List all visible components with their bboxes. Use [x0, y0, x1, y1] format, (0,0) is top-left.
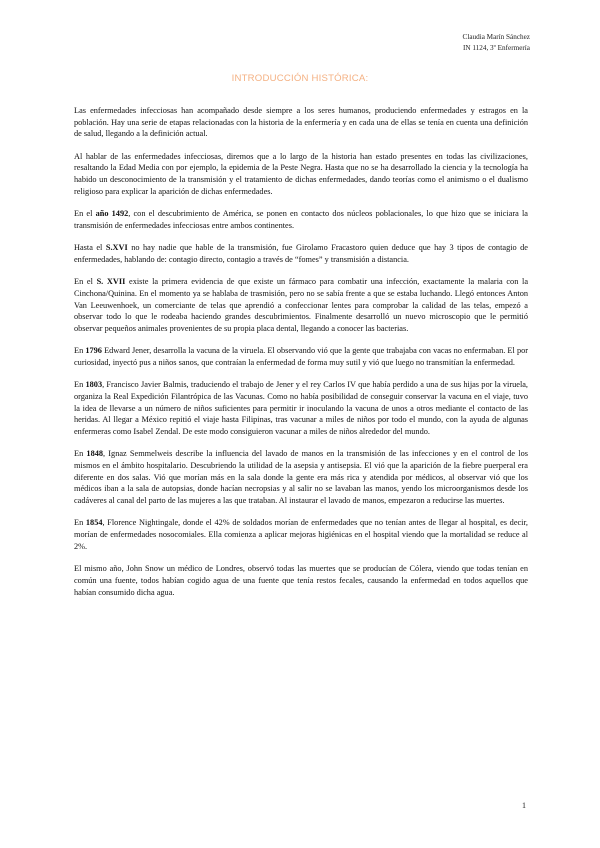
paragraph-text: En: [74, 346, 86, 356]
paragraph-8: [74, 448, 528, 507]
paragraph-text: En: [74, 518, 86, 528]
page-number: 1: [522, 801, 526, 810]
paragraph-text: En el: [74, 209, 96, 219]
paragraph-7: [74, 379, 528, 438]
author-header: [463, 32, 530, 54]
paragraph-4: [74, 242, 528, 265]
course-code: IN 1124, 3º Enfermería: [462, 44, 530, 52]
paragraph-text: En: [74, 380, 86, 390]
paragraph-text: Al hablar de las enfermedades infecciosas, diremos que a lo largo de la historia han estado presentes en todas las civilizaciones, resaltando la Edad Media con por ejemplo, la epidemia de la Peste Negra. Hasta que no se ha desarrollado la ciencia y la tecnología ha habido un desconocimiento de la transmisión y el tratamiento de dichas enfermedades, dando teorías como el animismo o el dualismo religioso para explicar la aparición de dichas enfermedades.: [74, 151, 528, 196]
paragraph-emphasis: 1803: [85, 380, 103, 390]
paragraph-6: [74, 345, 528, 368]
author-name: Claudia Marín Sánchez: [462, 33, 530, 41]
paragraph-text: En el: [74, 277, 97, 287]
paragraph-text: , Florence Nightingale, donde el 42% de soldados morían de enfermedades que no tenían antes de llegar al hospital, es decir, morían de enfermedades nosocomiales. Ella comienza a aplicar mejoras higiénicas en el hospital viendo que la mortalidad se reduce al 2%.: [74, 518, 528, 551]
paragraph-5: [74, 276, 528, 335]
paragraph-text: Las enfermedades infecciosas han acompañado desde siempre a los seres humanos, produciendo enfermedades y estragos en la población. Hay una serie de etapas relacionadas con la historia de la enfermería y en cada una de ellas se tenía en cuenta una definición de salud, llegando a la definición actual.: [74, 106, 528, 139]
paragraph-emphasis: 1796: [85, 346, 102, 356]
paragraph-1: [74, 105, 528, 140]
paragraph-text: Hasta el: [74, 243, 106, 253]
paragraph-9: [74, 517, 528, 552]
paragraph-text: existe la primera evidencia de que existe un fármaco para combatir una infección, exactamente la malaria con la Cinchona/Quinina. En el momento ya se hablaba de trasmisión, pero no se sabía frente a que se estaba luchando. Llegó entonces Anton Van Leeuwenhoek, un comerciante de telas que aprendió a confeccionar lentes para comprobar la calidad de las telas, empezó a observar todo lo que le rodeaba haciendo grandes descubrimientos. Finalmente desarrolló un nuevo microscopio que le permitió observar pequeños animales provenientes de su propia placa dental, llegando a conocer las bacterias.: [74, 277, 528, 333]
paragraph-2: [74, 151, 528, 198]
paragraph-text: , Francisco Javier Balmis, traduciendo el trabajo de Jener y el rey Carlos IV que había perdido a una de sus hijas por la viruela, organiza la Real Expedición Filantrópica de las Vacunas. Como no había posibilidad de conseguir conservar la vacuna en el viaje, tuvo la idea de llevarse a un número de niños suficientes para permitir ir inoculando la vacuna de unos a otros mediante el contacto de las heridas. Al llegar a México repitió el viaje hasta Filipinas, tras vacunar a miles de niños por todo el mundo, con la ayuda de algunas enfermeras como Isabel Zendal. De este modo consiguieron vacunar a miles de niños alrededor del mundo.: [74, 380, 528, 437]
paragraph-text: Edward Jener, desarrolla la vacuna de la viruela. El observando vió que la gente que trabajaba con vacas no enfermaban. El por curiosidad, inyectó pus a niños sanos, que contraían la enfermedad de forma muy sutil y vió que luego no transmitían la enfermedad.: [74, 346, 528, 367]
paragraph-emphasis: año 1492: [95, 209, 129, 219]
paragraph-text: El mismo año, John Snow un médico de Londres, observó todas las muertes que se producían de Cólera, viendo que todas tenían en común una fuente, todos habían cogido agua de una fuente que tenía restos fecales, causando la enfermedad en todos aquellos que habían consumido dicha agua.: [74, 564, 528, 597]
document-body: [74, 105, 528, 609]
paragraph-text: no hay nadie que hable de la transmisión, fue Girolamo Fracastoro quien deduce que hay 3 tipos de contagio de enfermedades, hablando de: contagio directo, contagio a través de “fomes” y transmisión a distancia.: [74, 243, 528, 264]
paragraph-3: [74, 208, 528, 231]
paragraph-text: , con el descubrimiento de América, se ponen en contacto dos núcleos poblacionales, lo que hizo que se iniciara la transmisión de enfermedades infecciosas entre ambos continentes.: [74, 209, 528, 230]
paragraph-text: En: [74, 449, 87, 459]
paragraph-emphasis: S. XVII: [96, 277, 126, 287]
paragraph-emphasis: 1854: [85, 518, 103, 528]
paragraph-text: , Ignaz Semmelweis describe la influencia del lavado de manos en la transmisión de las infecciones y en el control de los mismos en el ámbito hospitalario. Descubriendo la utilidad de la asepsia y antisepsia. El vió que la aparición de la fiebre puerperal era diferente en dos salas. Vió que morían más en la sala donde la gente era más rica y atendida por médicos, al observar vió que los médicos iban a la sala de autopsias, donde hacían necropsias y al salir no se lavaban las manos, yendo los microorganismos desde los cadáveres al canal del parto de las mujeres a las que trataban. Al instaurar el lavado de manos, empezaron a reducirse las muertes.: [74, 449, 528, 506]
paragraph-emphasis: 1848: [86, 449, 104, 459]
section-title: INTRODUCCIÓN HISTÓRICA:: [231, 73, 369, 84]
paragraph-emphasis: S.XVI: [105, 243, 128, 253]
paragraph-10: [74, 563, 528, 598]
